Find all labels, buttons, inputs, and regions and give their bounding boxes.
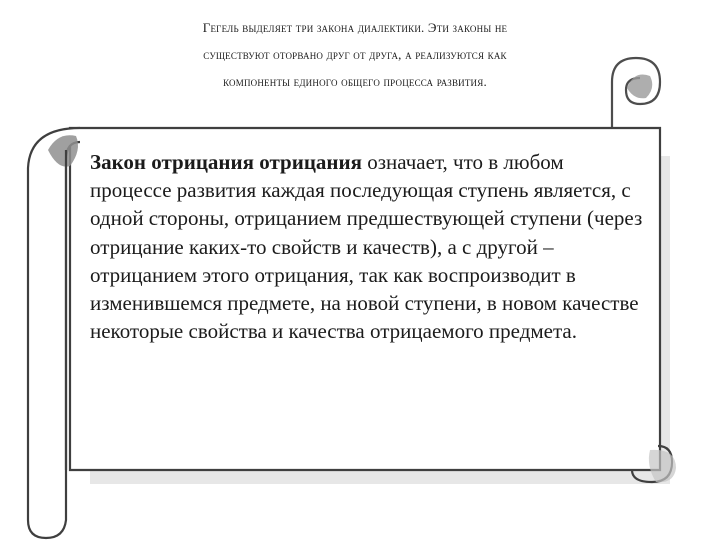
heading-line-1: Гегель выделяет три закона диалектики. Эти законы не <box>202 20 508 35</box>
heading-line-2: существуют оторвано друг от друга, а реализуются как <box>203 47 507 62</box>
law-description <box>90 148 650 345</box>
law-term: Закон отрицания отрицания <box>90 150 362 174</box>
heading-line-3: компоненты единого общего процесса развития. <box>223 74 487 89</box>
slide-heading-text <box>60 14 650 95</box>
law-text: означает, что в любом процессе развития каждая последующая ступень является, с одной стороны, отрицанием предшествующей ступени (через отрицание каких-то свойств и качеств), а с другой – отрицанием этого отрицания, так как воспроизводит в изменившемся предмете, на новой ступени, в новом качестве некоторые свойства и качества отрицаемого предмета. <box>90 150 643 344</box>
